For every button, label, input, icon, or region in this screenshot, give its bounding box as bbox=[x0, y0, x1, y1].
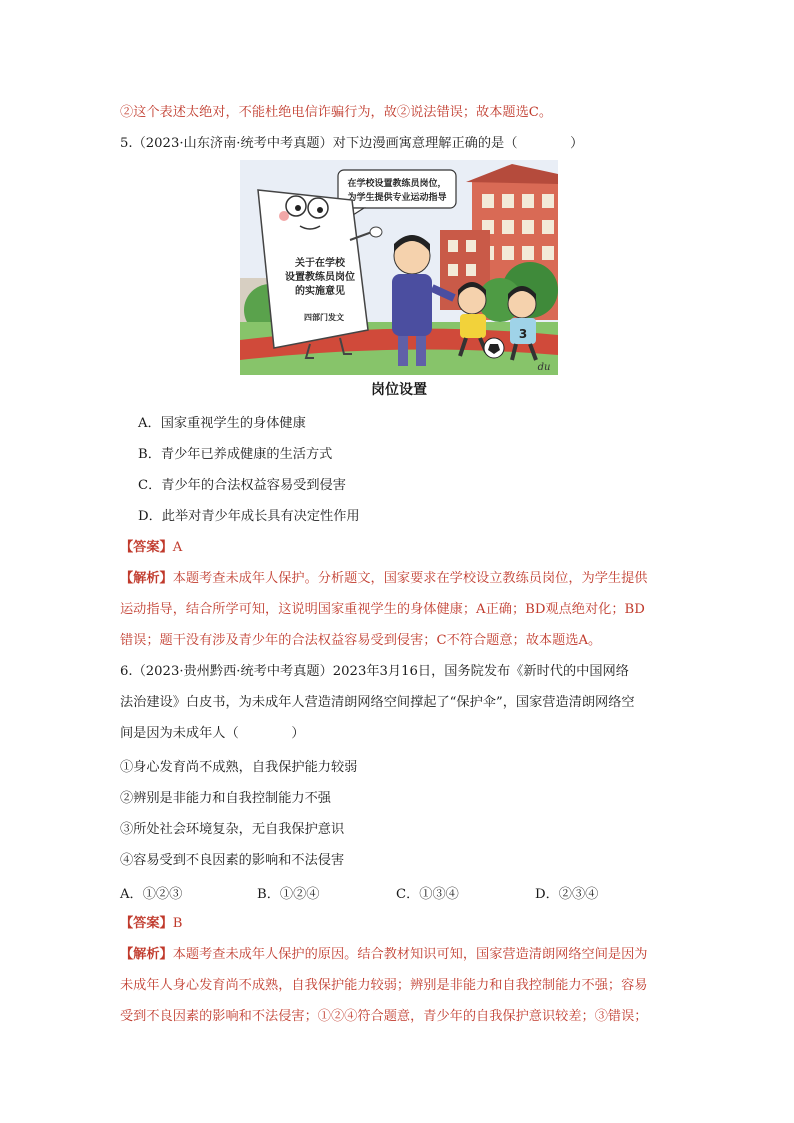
choice-b: B．①②④ bbox=[257, 887, 320, 902]
artist-signature: du bbox=[537, 362, 551, 373]
analysis-line: 受到不良因素的影响和不法侵害；①②④符合题意，青少年的自我保护意识较差；③错误； bbox=[120, 1009, 648, 1024]
analysis-line: 运动指导，结合所学可知，这说明国家重视学生的身体健康；A正确；BD观点绝对化；BD bbox=[120, 602, 645, 617]
statement-item: ②辨别是非能力和自我控制能力不强 bbox=[120, 791, 331, 806]
choice-a: A．①②③ bbox=[120, 887, 183, 902]
analysis-line: 错误；题干没有涉及青少年的合法权益容易受到侵害；C不符合题意；故本题选A。 bbox=[120, 633, 602, 648]
question-5-stem: 5.（2023·山东济南·统考中考真题）对下边漫画寓意理解正确的是（ ） bbox=[120, 136, 584, 151]
doc-title-line-1: 关于在学校 bbox=[295, 258, 345, 269]
choice-c: C．①③④ bbox=[396, 887, 459, 902]
answer-tag: 【答案】 bbox=[120, 916, 173, 931]
statement-item: ③所处社会环境复杂，无自我保护意识 bbox=[120, 822, 345, 837]
analysis-text: 本题考查未成年人保护。分析题文，国家要求在学校设立教练员岗位，为学生提供 bbox=[172, 571, 648, 586]
speech-bubble-line-1: 在学校设置教练员岗位， bbox=[347, 179, 447, 189]
choice-row bbox=[120, 883, 680, 903]
choice-d: D．②③④ bbox=[535, 887, 599, 902]
question-6-stem: 6.（2023·贵州黔西·统考中考真题）2023年3月16日，国务院发布《新时代的中国网络 bbox=[120, 664, 629, 679]
option-a: A．国家重视学生的身体健康 bbox=[138, 416, 306, 431]
question-6-stem: 间是因为未成年人（ ） bbox=[120, 726, 305, 741]
doc-title-line-2: 设置教练员岗位 bbox=[285, 272, 355, 283]
answer-value: B bbox=[172, 916, 183, 931]
analysis-text: 本题考查未成年人保护的原因。结合教材知识可知，国家营造清朗网络空间是因为 bbox=[172, 947, 648, 962]
analysis-tag: 【解析】 bbox=[120, 571, 173, 586]
question-6-stem: 法治建设》白皮书，为未成年人营造清朗网络空间撑起了“保护伞”，国家营造清朗网络空 bbox=[120, 695, 635, 710]
statement-item: ①身心发育尚不成熟，自我保护能力较弱 bbox=[120, 760, 358, 775]
speech-bubble-line-2: 为学生提供专业运动指导 bbox=[347, 193, 447, 203]
cartoon-image bbox=[240, 160, 558, 375]
doc-title-line-3: 的实施意见 bbox=[295, 286, 345, 297]
option-b: B．青少年已养成健康的生活方式 bbox=[138, 447, 333, 462]
answer-value: A bbox=[172, 540, 183, 555]
cartoon-caption: 岗位设置 bbox=[371, 382, 427, 398]
option-c: C．青少年的合法权益容易受到侵害 bbox=[138, 478, 346, 493]
answer-line bbox=[120, 538, 182, 558]
option-d: D．此举对青少年成长具有决定性作用 bbox=[138, 509, 360, 524]
analysis-line bbox=[120, 945, 648, 965]
answer-line bbox=[120, 914, 182, 934]
doc-footer: 四部门发文 bbox=[304, 313, 344, 322]
prev-analysis-line: ②这个表述太绝对，不能杜绝电信诈骗行为，故②说法错误；故本题选C。 bbox=[120, 105, 553, 120]
analysis-tag: 【解析】 bbox=[120, 947, 173, 962]
analysis-line: 未成年人身心发育尚不成熟，自我保护能力较弱；辨别是非能力和自我控制能力不强；容易 bbox=[120, 978, 648, 993]
statement-item: ④容易受到不良因素的影响和不法侵害 bbox=[120, 853, 345, 868]
answer-tag: 【答案】 bbox=[120, 540, 173, 555]
jersey-number: 3 bbox=[518, 327, 528, 341]
analysis-line bbox=[120, 569, 648, 589]
